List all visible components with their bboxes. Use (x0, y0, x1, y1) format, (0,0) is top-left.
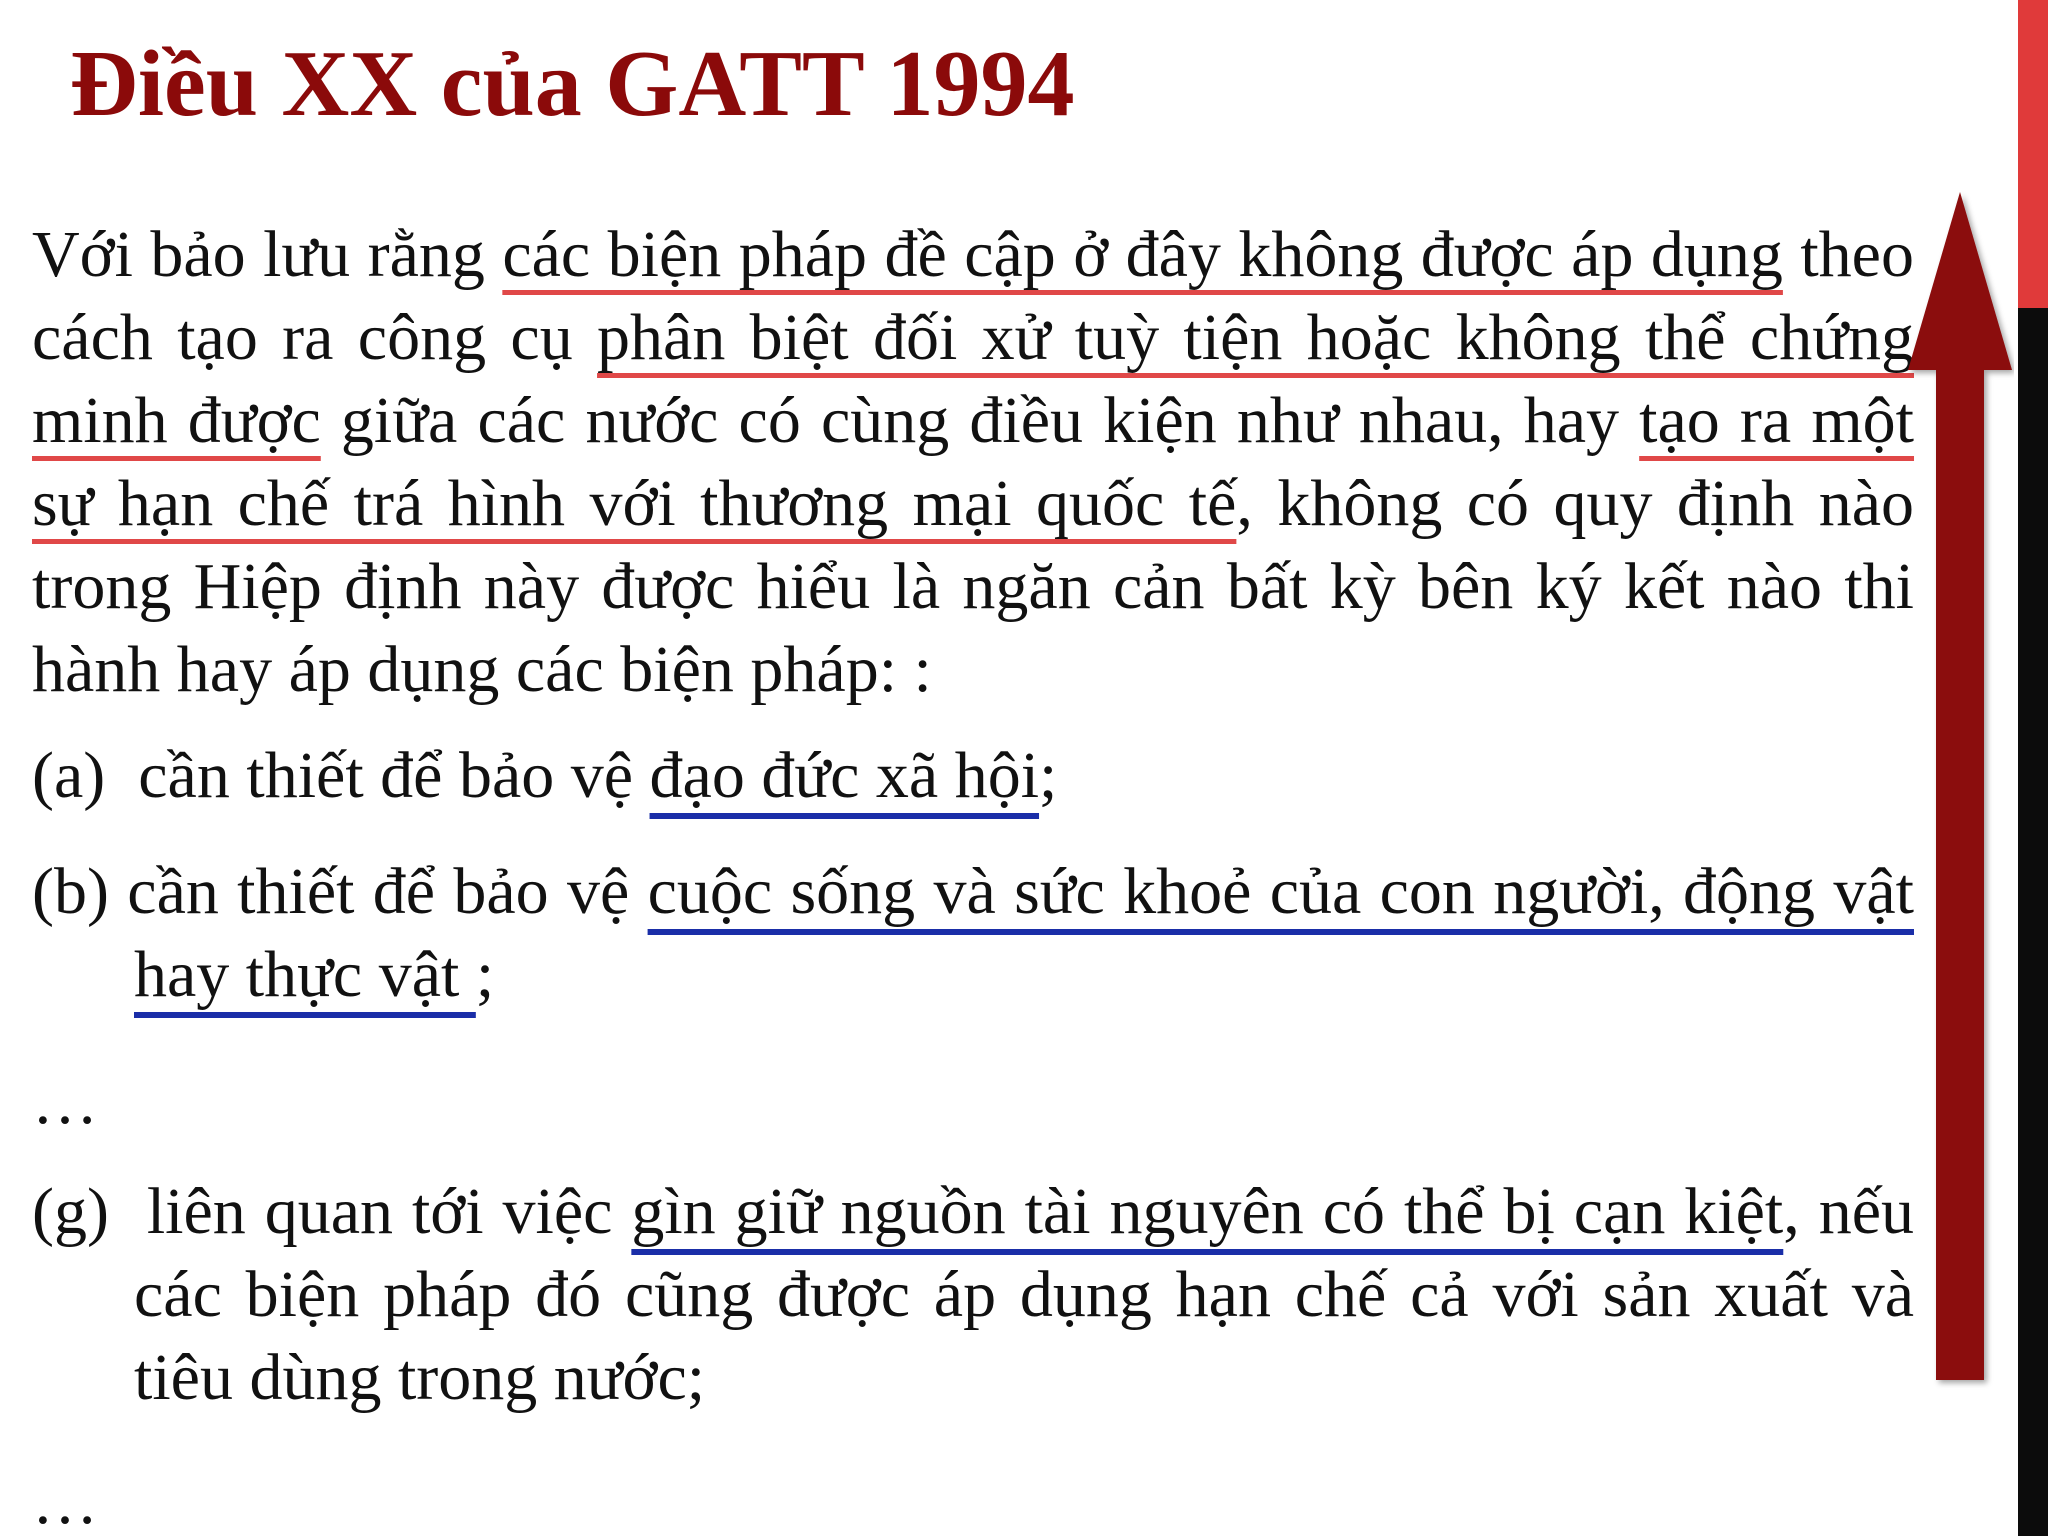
item-b-text-1: cần thiết để bảo vệ (127, 855, 648, 928)
up-arrow-icon (1906, 190, 2014, 1390)
item-g (32, 1170, 1914, 1419)
intro-underline-1: các biện pháp đề cập ở đây không được áp dụng (502, 218, 1783, 291)
item-a (32, 734, 1914, 817)
ellipsis-1: … (32, 1065, 98, 1138)
side-accent-black (2018, 308, 2048, 1536)
item-a-underline: đạo đức xã hội (649, 739, 1040, 812)
item-b (32, 850, 1914, 1016)
item-g-text-2: , nếu các biện pháp đó cũng được áp dụng hạn chế cả với sản xuất và tiêu dùng trong nước; (134, 1175, 1915, 1414)
item-a-marker: (a) (32, 739, 106, 812)
intro-text-4: , không có quy định nào trong Hiệp định này được hiểu là ngăn cản bất kỳ bên ký kết nào thi hành hay áp dụng các biện pháp: : (32, 467, 1914, 706)
item-a-text-1: cần thiết để bảo vệ (138, 739, 650, 812)
intro-paragraph (32, 213, 1914, 711)
item-a-text-2: ; (1039, 739, 1058, 812)
item-g-text-1: liên quan tới việc (146, 1175, 632, 1248)
item-g-marker: (g) (32, 1175, 109, 1248)
item-b-text-2: ; (475, 938, 495, 1011)
item-b-underline: cuộc sống và sức khoẻ của con người, động vật hay thực vật (134, 855, 1914, 1011)
side-accent-red (2018, 0, 2048, 308)
intro-text-2: theo cách tạo ra công cụ (32, 218, 1914, 374)
slide-title: Điều XX của GATT 1994 (70, 32, 1075, 136)
item-b-marker: (b) (32, 855, 109, 928)
item-g-underline: gìn giữ nguồn tài nguyên có thể bị cạn kiệt (631, 1175, 1784, 1248)
intro-text-3: giữa các nước có cùng điều kiện như nhau, hay (320, 384, 1640, 457)
intro-underline-2: phân biệt đối xử tuỳ tiện hoặc không thể chứng minh được (32, 301, 1914, 457)
intro-text-1: Với bảo lưu rằng (32, 218, 503, 291)
intro-underline-3: tạo ra một sự hạn chế trá hình với thương mại quốc tế (32, 384, 1915, 540)
ellipsis-2: … (32, 1465, 98, 1536)
